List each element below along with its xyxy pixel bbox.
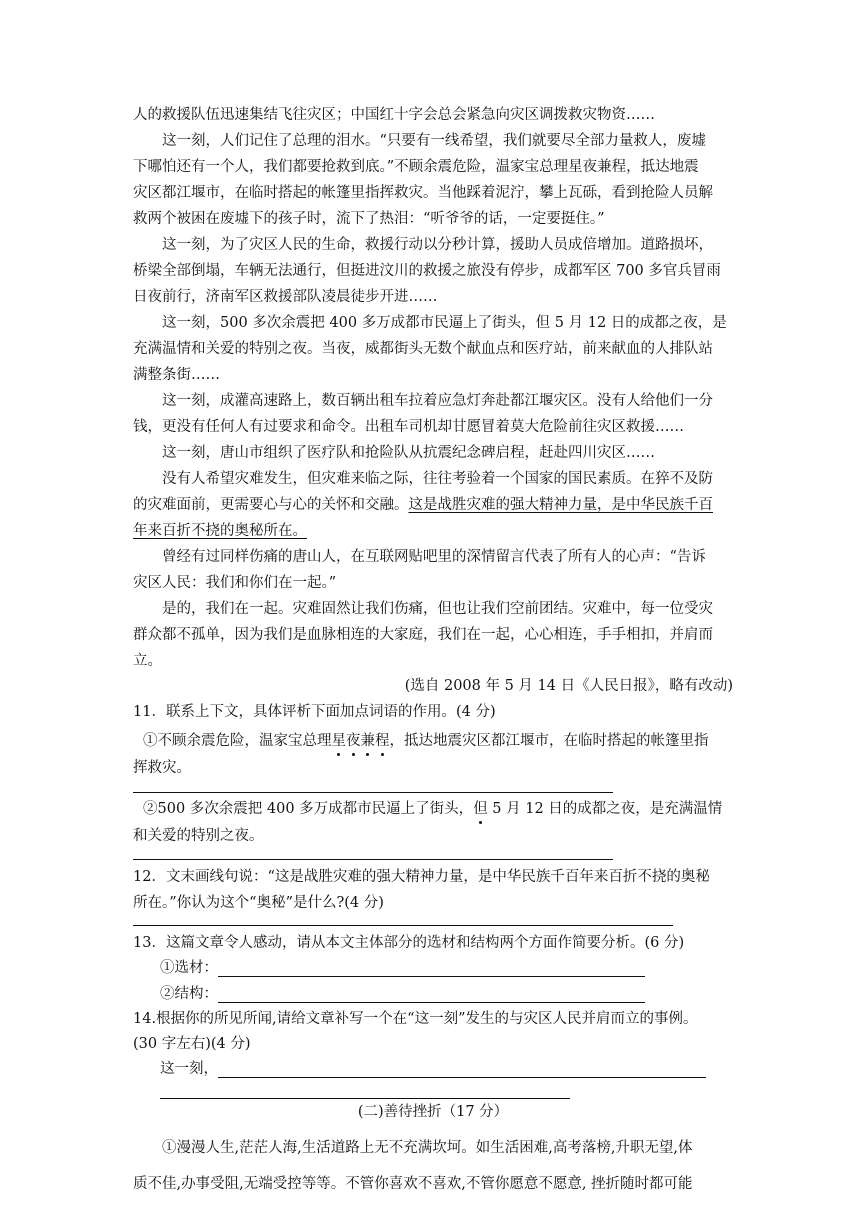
question-11: 11．联系上下文，具体评析下面加点词语的作用。(4 分) [133,704,496,720]
text-line: 桥梁全部倒塌，车辆无法通行，但挺进汶川的救援之旅没有停步，成都军区 700 多官兵冒雨 [133,263,721,279]
text-line: 质不佳,办事受阻,无端受控等等。不管你喜欢不喜欢,不管你愿意不愿意, 挫折随时都可能 [133,1176,693,1192]
text-line: 灾区都江堰市，在临时搭起的帐篷里指挥救灾。当他踩着泥泞，攀上瓦砾，看到抢险人员解 [133,185,713,201]
underlined-sentence: 年来百折不挠的奥秘所在。 [133,523,307,539]
question-11-item-2-cont: 和关爱的特别之夜。 [133,828,264,844]
dotted-char: 星 [331,733,346,749]
dotted-char: 程 [375,733,390,749]
question-14-prompt: 这一刻， [160,1061,218,1077]
dotted-char: 但 [473,801,488,817]
text-line: ①漫漫人生,茫茫人海,生活道路上无不充满坎坷。如生活困难,高考落榜,升职无望,体 [162,1140,693,1156]
answer-line[interactable] [160,1098,570,1099]
text-line: 满整条街…… [133,367,220,383]
text-line [133,521,733,541]
text-span: 5 月 12 日的成都之夜，是充满温情 [487,801,723,817]
answer-line[interactable] [133,792,613,793]
text-line: 这一刻，500 多次余震把 400 多万成都市民逼上了街头，但 5 月 12 日的成都之夜，是 [162,315,727,331]
text-line: 是的，我们在一起。灾难固然让我们伤痛，但也让我们空前团结。灾难中，每一位受灾 [162,601,713,617]
question-14: 14.根据你的所见所闻,请给文章补写一个在“这一刻”发生的与灾区人民并肩而立的事例。 [133,1011,698,1027]
dotted-char: 兼 [360,733,375,749]
question-11-item-1 [143,731,733,751]
source-citation: (选自 2008 年 5 月 14 日《人民日报》，略有改动) [404,678,733,694]
question-12-cont: 所在。”你认为这个“奥秘”是什么?(4 分) [133,895,384,911]
section-title: (二)善待挫折（17 分） [357,1104,509,1120]
underlined-sentence: 这是战胜灾难的强大精神力量，是中华民族千百 [408,497,713,513]
text-line: 立。 [133,653,162,669]
text-line: 救两个被困在废墟下的孩子时，流下了热泪：“听爷爷的话，一定要挺住。” [133,211,605,227]
question-13: 13．这篇文章令人感动，请从本文主体部分的选材和结构两个方面作简要分析。(6 分) [133,935,685,951]
question-12: 12．文末画线句说：“这是战胜灾难的强大精神力量，是中华民族千百年来百折不挠的奥秘 [133,869,710,885]
question-13-item-2: ②结构： [160,986,218,1002]
question-11-item-1-cont: 挥救灾。 [133,760,191,776]
dotted-char: 夜 [346,733,361,749]
answer-line[interactable] [218,1077,706,1078]
answer-line[interactable] [218,976,645,977]
text-span: ，抵达地震灾区都江堰市，在临时搭起的帐篷里指 [389,733,709,749]
text-line: 曾经有过同样伤痛的唐山人，在互联网贴吧里的深情留言代表了所有人的心声：“告诉 [162,549,706,565]
answer-line[interactable] [133,925,673,926]
text-line: 钱，更没有任何人有过要求和命令。出租车司机却甘愿冒着莫大危险前往灾区救援…… [133,419,684,435]
text-line: 这一刻，为了灾区人民的生命，救援行动以分秒计算，援助人员成倍增加。道路损坏， [162,237,713,253]
text-line: 灾区人民：我们和你们在一起。” [133,575,337,591]
text-line [133,495,733,515]
text-span: ②500 多次余震把 400 多万成都市民逼上了街头， [143,801,474,817]
dotted-phrase [332,733,390,749]
text-line: 这一刻，人们记住了总理的泪水。“只要有一线希望，我们就要尽全部力量救人，废墟 [162,133,706,149]
text-line: 人的救援队伍迅速集结飞往灾区；中国红十字会总会紧急向灾区调拨救灾物资…… [133,107,655,123]
answer-line[interactable] [218,1002,645,1003]
text-line: 日夜前行，济南军区救援部队凌晨徒步开进…… [133,289,438,305]
text-line: 没有人希望灾难发生，但灾难来临之际，往往考验着一个国家的国民素质。在猝不及防 [162,471,713,487]
text-span: 的灾难面前，更需要心与心的关怀和交融。 [133,497,409,513]
question-14-cont: (30 字左右)(4 分) [133,1036,251,1052]
question-11-item-2 [143,799,733,819]
text-line: 充满温情和关爱的特别之夜。当夜，威都街头无数个献血点和医疗站，前来献血的人排队站 [133,341,713,357]
question-13-item-1: ①选材： [160,960,218,976]
text-line: 这一刻，唐山市组织了医疗队和抢险队从抗震纪念碑启程，赶赴四川灾区…… [162,445,655,461]
text-line: 群众都不孤单，因为我们是血脉相连的大家庭，我们在一起，心心相连，手手相扣，并肩而 [133,627,713,643]
text-line: 这一刻，成灌高速路上，数百辆出租车拉着应急灯奔赴都江堰灾区。没有人给他们一分 [162,393,713,409]
text-line: 下哪怕还有一个人，我们都要抢救到底。”不顾余震危险，温家宝总理星夜兼程，抵达地震 [133,159,699,175]
text-span: ①不顾余震危险，温家宝总理 [143,733,332,749]
answer-line[interactable] [133,859,613,860]
